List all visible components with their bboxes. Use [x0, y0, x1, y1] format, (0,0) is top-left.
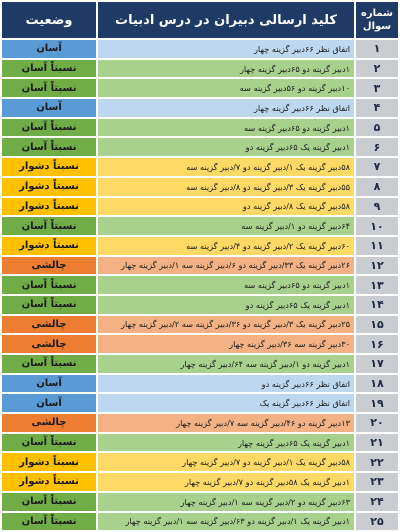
teacher-answers-cell: اتفاق نظر ۶۶دبیر گزینه چهار — [97, 39, 355, 59]
question-number-cell: ۱۷ — [355, 354, 399, 374]
header-description: کلید ارسالی دبیران در درس ادبیات — [97, 1, 355, 39]
table-row — [1, 177, 399, 197]
question-number-cell: ۱۵ — [355, 315, 399, 335]
status-cell: نسبتاً آسان — [1, 433, 97, 453]
question-number-cell: ۲۲ — [355, 452, 399, 472]
teacher-answers-cell: ۲۵دبیر گزینه یک ۳/دبیر گزینه دو ۳۶/دبیر گزینه سه ۲/دبیر گزینه چهار — [97, 315, 355, 335]
teacher-answers-cell: ۱دبیر گزینه یک ۶۵دبیر گزینه چهار — [97, 433, 355, 453]
teacher-answers-cell: ۱دبیر گزینه دو ۱/دبیر گزینه سه ۶۴/دبیر گزینه چهار — [97, 354, 355, 374]
teacher-answers-cell: ۱دبیر گزینه یک ۶۵دبیر گزینه دو — [97, 295, 355, 315]
question-number-cell: ۶ — [355, 137, 399, 157]
question-number-cell: ۱۸ — [355, 374, 399, 394]
teacher-answers-cell: اتفاق نظر ۶۶دبیر گزینه دو — [97, 374, 355, 394]
table-row — [1, 492, 399, 512]
table-row — [1, 98, 399, 118]
teacher-answers-cell: ۲۶دبیر گزینه یک ۳۳/دبیر گزینه دو ۶/دبیر گزینه سه ۱/دبیر گزینه چهار — [97, 256, 355, 276]
teacher-answers-cell: ۶۰دبیر گزینه یک ۲/دبیر گزینه دو ۴/دبیر گزینه سه — [97, 236, 355, 256]
question-number-cell: ۷ — [355, 157, 399, 177]
question-number-cell: ۲۱ — [355, 433, 399, 453]
table-row — [1, 413, 399, 433]
status-cell: نسبتاً آسان — [1, 216, 97, 236]
table-row — [1, 334, 399, 354]
question-number-cell: ۴ — [355, 98, 399, 118]
table-row — [1, 472, 399, 492]
question-number-cell: ۲۰ — [355, 413, 399, 433]
teacher-answers-cell: ۵۸دبیر گزینه یک ۱/دبیر گزینه دو ۷/دبیر گزینه سه — [97, 157, 355, 177]
question-number-cell: ۲۴ — [355, 492, 399, 512]
teacher-answers-cell: ۱دبیر گزینه دو ۶۵دبیر گزینه چهار — [97, 59, 355, 79]
status-cell: نسبتاً دشوار — [1, 197, 97, 217]
table-row — [1, 137, 399, 157]
answer-key-table — [1, 1, 399, 531]
table-header — [1, 1, 399, 39]
question-number-cell: ۱۱ — [355, 236, 399, 256]
status-cell: نسبتاً دشوار — [1, 452, 97, 472]
teacher-answers-cell: ۶۳دبیر گزینه دو ۲/دبیر گزینه سه ۱/دبیر گزینه چهار — [97, 492, 355, 512]
table-row — [1, 39, 399, 59]
teacher-answers-cell: ۵۸دبیر گزینه یک ۸/دبیر گزینه دو — [97, 197, 355, 217]
status-cell: نسبتاً آسان — [1, 275, 97, 295]
teacher-answers-cell: ۶۴دبیر گزینه دو ۱/دبیر گزینه سه — [97, 216, 355, 236]
status-cell: چالشی — [1, 334, 97, 354]
question-number-cell: ۱۲ — [355, 256, 399, 276]
table-row — [1, 374, 399, 394]
status-cell: چالشی — [1, 315, 97, 335]
status-cell: نسبتاً دشوار — [1, 157, 97, 177]
status-cell: نسبتاً آسان — [1, 118, 97, 138]
table-row — [1, 256, 399, 276]
status-cell: نسبتاً دشوار — [1, 236, 97, 256]
status-cell: آسان — [1, 98, 97, 118]
table-body — [1, 39, 399, 531]
status-cell: آسان — [1, 393, 97, 413]
question-number-cell: ۱۴ — [355, 295, 399, 315]
question-number-cell: ۲۳ — [355, 472, 399, 492]
header-question-number: شماره سوال — [355, 1, 399, 39]
table-row — [1, 315, 399, 335]
table-row — [1, 393, 399, 413]
table-row — [1, 433, 399, 453]
question-number-cell: ۲ — [355, 59, 399, 79]
table-row — [1, 236, 399, 256]
status-cell: نسبتاً آسان — [1, 295, 97, 315]
teacher-answers-cell: ۳۰دبیر گزینه سه ۳۶/دبیر گزینه چهار — [97, 334, 355, 354]
status-cell: آسان — [1, 39, 97, 59]
header-status: وضعیت — [1, 1, 97, 39]
teacher-answers-cell: ۱دبیر گزینه دو ۶۵دبیر گزینه سه — [97, 118, 355, 138]
question-number-cell: ۵ — [355, 118, 399, 138]
teacher-answers-cell: ۵۸دبیر گزینه یک ۱/دبیر گزینه دو ۷/دبیر گزینه چهار — [97, 452, 355, 472]
table-row — [1, 452, 399, 472]
status-cell: نسبتاً آسان — [1, 354, 97, 374]
teacher-answers-cell: ۱دبیر گزینه دو ۶۵دبیر گزینه سه — [97, 275, 355, 295]
question-number-cell: ۳ — [355, 78, 399, 98]
question-number-cell: ۱۰ — [355, 216, 399, 236]
status-cell: نسبتاً دشوار — [1, 177, 97, 197]
table-row — [1, 354, 399, 374]
status-cell: نسبتاً دشوار — [1, 472, 97, 492]
table-row — [1, 157, 399, 177]
status-cell: چالشی — [1, 256, 97, 276]
teacher-answers-cell: ۱۳دبیر گزینه دو ۴۶/دبیر گزینه سه ۷/دبیر گزینه چهار — [97, 413, 355, 433]
table-row — [1, 197, 399, 217]
teacher-answers-cell: اتفاق نظر ۶۶دبیر گزینه یک — [97, 393, 355, 413]
status-cell: آسان — [1, 374, 97, 394]
question-number-cell: ۸ — [355, 177, 399, 197]
table-row — [1, 295, 399, 315]
table-row — [1, 512, 399, 532]
teacher-answers-cell: اتفاق نظر ۶۶دبیر گزینه چهار — [97, 98, 355, 118]
question-number-cell: ۱۶ — [355, 334, 399, 354]
status-cell: چالشی — [1, 413, 97, 433]
status-cell: نسبتاً آسان — [1, 137, 97, 157]
teacher-answers-cell: ۵۵دبیر گزینه یک ۳/دبیر گزینه دو ۸/دبیر گزینه سه — [97, 177, 355, 197]
question-number-cell: ۱ — [355, 39, 399, 59]
teacher-answers-cell: ۱دبیر گزینه یک ۶۵دبیر گزینه دو — [97, 137, 355, 157]
table-row — [1, 216, 399, 236]
status-cell: نسبتاً آسان — [1, 78, 97, 98]
question-number-cell: ۱۳ — [355, 275, 399, 295]
table-row — [1, 275, 399, 295]
teacher-answers-cell: ۱دبیر گزینه یک ۱/دبیر گزینه دو ۶۳/دبیر گزینه سه ۱/دبیر گزینه چهار — [97, 512, 355, 532]
status-cell: نسبتاً آسان — [1, 59, 97, 79]
status-cell: نسبتاً آسان — [1, 512, 97, 532]
question-number-cell: ۱۹ — [355, 393, 399, 413]
table-row — [1, 118, 399, 138]
question-number-cell: ۲۵ — [355, 512, 399, 532]
table-row — [1, 59, 399, 79]
question-number-cell: ۹ — [355, 197, 399, 217]
status-cell: نسبتاً آسان — [1, 492, 97, 512]
teacher-answers-cell: ۱۰دبیر گزینه دو ۵۶دبیر گزینه سه — [97, 78, 355, 98]
teacher-answers-cell: ۱دبیر گزینه یک ۵۸دبیر گزینه دو ۷/دبیر گزینه چهار — [97, 472, 355, 492]
table-row — [1, 78, 399, 98]
